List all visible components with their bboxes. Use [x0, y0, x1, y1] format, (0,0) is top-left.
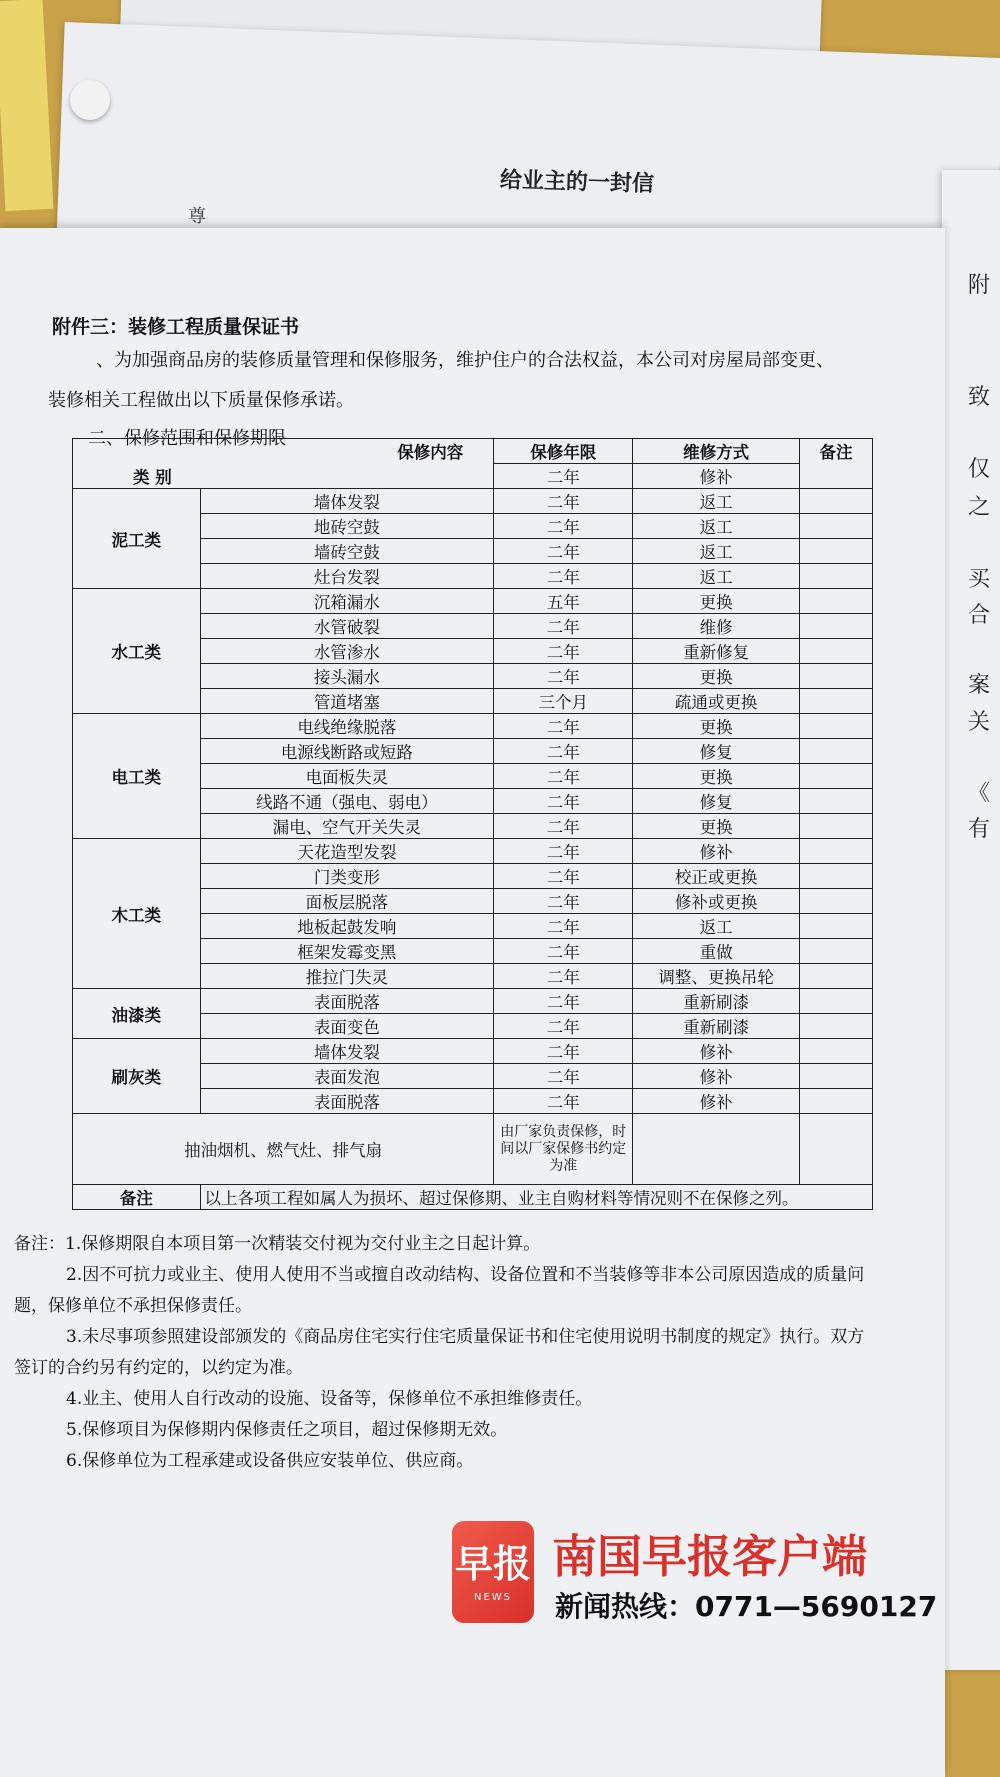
- item-cell: 表面脱落: [200, 1089, 494, 1114]
- years-cell: 二年: [494, 839, 633, 864]
- item-cell: 墙体发裂: [200, 1039, 494, 1064]
- item-cell: 地砖空鼓: [200, 514, 494, 539]
- years-cell: 二年: [494, 1039, 633, 1064]
- item-cell: 接头漏水: [200, 664, 494, 689]
- method-cell: 更换: [633, 589, 800, 614]
- item-cell: 灶台发裂: [200, 564, 494, 589]
- method-cell: 更换: [633, 664, 800, 689]
- header-remark: 备注: [800, 439, 873, 489]
- notes-section: [14, 1229, 934, 1477]
- years-cell: 二年: [494, 764, 633, 789]
- method-cell: 校正或更换: [633, 864, 800, 889]
- category-cell: 木工类: [73, 839, 201, 989]
- category-cell: 水工类: [73, 589, 201, 714]
- right-page-char: 合: [968, 603, 991, 628]
- remark-cell: [800, 489, 873, 514]
- appliance-item-cell: 抽油烟机、燃气灶、排气扇: [73, 1114, 494, 1185]
- right-page-char: 附: [968, 273, 991, 298]
- remark-cell: [800, 864, 873, 889]
- years-cell: 三个月: [494, 689, 633, 714]
- method-cell: 返工: [633, 489, 800, 514]
- remark-cell: [800, 789, 873, 814]
- appliance-years-cell: 由厂家负责保修，时间以厂家保修书约定为准: [494, 1114, 633, 1185]
- item-cell: 地板起鼓发响: [200, 914, 494, 939]
- letter-salutation: 尊: [188, 206, 206, 227]
- category-cell: 刷灰类: [73, 1039, 201, 1114]
- remark-cell: [800, 764, 873, 789]
- table-header-row-2: [73, 464, 873, 489]
- years-cell: 二年: [494, 1014, 633, 1039]
- item-cell: 表面发泡: [200, 1064, 494, 1089]
- intro-line-1: 、为加强商品房的装修质量管理和保修服务，维护住户的合法权益，本公司对房屋局部变更、: [96, 350, 834, 371]
- section-title: 二、保修范围和保修期限: [88, 428, 286, 449]
- years-cell: 二年: [494, 739, 633, 764]
- item-cell: 电面板失灵: [200, 764, 494, 789]
- method-cell: 更换: [633, 714, 800, 739]
- note-line: 5.保修项目为保修期内保修责任之项目，超过保修期无效。: [66, 1420, 508, 1440]
- note-line: 3.未尽事项参照建设部颁发的《商品房住宅实行住宅质量保证书和住宅使用说明书制度的规定》执行。双方: [66, 1327, 865, 1347]
- header-method: 维修方式: [633, 439, 800, 464]
- category-cell: 油漆类: [73, 989, 201, 1039]
- method-cell: 返工: [633, 564, 800, 589]
- right-page-char: 仅: [968, 457, 991, 482]
- category-cell: 电工类: [73, 714, 201, 839]
- method-cell: 返工: [633, 539, 800, 564]
- warranty-table: [72, 438, 873, 1210]
- note-line: 题，保修单位不承担保修责任。: [14, 1296, 252, 1316]
- item-cell: 线路不通（强电、弱电）: [200, 789, 494, 814]
- table-row-appliances: [73, 1114, 873, 1185]
- years-cell: 二年: [494, 639, 633, 664]
- years-cell: 五年: [494, 589, 633, 614]
- remark-cell: [800, 689, 873, 714]
- right-page-char: 致: [968, 385, 991, 410]
- table-header-row: [73, 439, 873, 464]
- logo-sub: NEWS: [473, 1592, 513, 1603]
- method-cell: 重新修复: [633, 639, 800, 664]
- logo-text: 早报: [454, 1542, 531, 1586]
- method-cell: 重新刷漆: [633, 989, 800, 1014]
- document-title: 附件三：装修工程质量保证书: [52, 316, 300, 338]
- method-cell: 返工: [633, 514, 800, 539]
- method-cell: 修复: [633, 789, 800, 814]
- remark-cell: [800, 589, 873, 614]
- remark-cell: [800, 564, 873, 589]
- table-row: [73, 989, 873, 1014]
- method-cell: 返工: [633, 914, 800, 939]
- note-line: 6.保修单位为工程承建或设备供应安装单位、供应商。: [66, 1451, 474, 1471]
- remark-cell: [800, 814, 873, 839]
- header-row2-years: 二年: [494, 464, 633, 489]
- years-cell: 二年: [494, 864, 633, 889]
- header-years: 保修年限: [494, 439, 633, 464]
- item-cell: 管道堵塞: [200, 689, 494, 714]
- item-cell: 电线绝缘脱落: [200, 714, 494, 739]
- method-cell: 修补或更换: [633, 889, 800, 914]
- remark-cell: [800, 514, 873, 539]
- item-cell: 推拉门失灵: [200, 964, 494, 989]
- item-cell: 沉箱漏水: [200, 589, 494, 614]
- newspaper-logo: [452, 1521, 534, 1623]
- years-cell: 二年: [494, 889, 633, 914]
- item-cell: 框架发霉变黑: [200, 939, 494, 964]
- table-row: [73, 714, 873, 739]
- header-category: 类 别: [73, 464, 494, 489]
- method-cell: 调整、更换吊轮: [633, 964, 800, 989]
- right-page-char: 关: [968, 710, 991, 735]
- years-cell: 二年: [494, 789, 633, 814]
- years-cell: 二年: [494, 564, 633, 589]
- brand-name: 南国早报客户端: [552, 1530, 868, 1583]
- item-cell: 门类变形: [200, 864, 494, 889]
- item-cell: 漏电、空气开关失灵: [200, 814, 494, 839]
- remark-cell: [800, 739, 873, 764]
- letter-title: 给业主的一封信: [499, 166, 655, 198]
- table-row: [73, 589, 873, 614]
- remark-cell: [800, 639, 873, 664]
- right-page-char: 买: [968, 567, 991, 592]
- years-cell: 二年: [494, 539, 633, 564]
- method-cell: 修补: [633, 839, 800, 864]
- remark-text: 以上各项工程如属人为损坏、超过保修期、业主自购材料等情况则不在保修之列。: [200, 1185, 873, 1210]
- remark-cell: [800, 1039, 873, 1064]
- years-cell: 二年: [494, 714, 633, 739]
- item-cell: 表面变色: [200, 1014, 494, 1039]
- item-cell: 天花造型发裂: [200, 839, 494, 864]
- method-cell: 疏通或更换: [633, 689, 800, 714]
- note-line: 备注：1.保修期限自本项目第一次精装交付视为交付业主之日起计算。: [14, 1234, 541, 1254]
- years-cell: 二年: [494, 514, 633, 539]
- method-cell: 修补: [633, 1064, 800, 1089]
- remark-cell: [800, 964, 873, 989]
- item-cell: 表面脱落: [200, 989, 494, 1014]
- method-cell: 修补: [633, 1089, 800, 1114]
- table-row: [73, 1039, 873, 1064]
- method-cell: 修补: [633, 1039, 800, 1064]
- years-cell: 二年: [494, 964, 633, 989]
- remark-cell: [800, 614, 873, 639]
- pushpin-icon: [70, 80, 110, 120]
- item-cell: 电源线断路或短路: [200, 739, 494, 764]
- remark-cell: [800, 1089, 873, 1114]
- years-cell: 二年: [494, 614, 633, 639]
- table-row: [73, 839, 873, 864]
- remark-cell: [800, 1114, 873, 1185]
- right-page-char: 有: [968, 817, 991, 842]
- remark-label: 备注: [73, 1185, 201, 1210]
- remark-cell: [800, 939, 873, 964]
- right-page-char: 之: [968, 495, 991, 520]
- remark-cell: [800, 839, 873, 864]
- table-remark-row: [73, 1185, 873, 1210]
- intro-line-2: 装修相关工程做出以下质量保修承诺。: [48, 390, 354, 411]
- note-line: 签订的合约另有约定的，以约定为准。: [14, 1358, 303, 1378]
- years-cell: 二年: [494, 1089, 633, 1114]
- yellow-paper: [0, 0, 53, 211]
- item-cell: 水管渗水: [200, 639, 494, 664]
- years-cell: 二年: [494, 489, 633, 514]
- remark-cell: [800, 914, 873, 939]
- news-hotline: 新闻热线：0771—5690127: [555, 1590, 938, 1623]
- years-cell: 二年: [494, 1064, 633, 1089]
- item-cell: 面板层脱落: [200, 889, 494, 914]
- note-line: 4.业主、使用人自行改动的设施、设备等，保修单位不承担维修责任。: [66, 1389, 593, 1409]
- right-page-char: 《: [968, 781, 991, 806]
- years-cell: 二年: [494, 939, 633, 964]
- right-page-char: 案: [968, 673, 991, 698]
- header-content: 保修内容: [73, 439, 494, 464]
- years-cell: 二年: [494, 814, 633, 839]
- item-cell: 墙体发裂: [200, 489, 494, 514]
- method-cell: 更换: [633, 764, 800, 789]
- remark-cell: [800, 714, 873, 739]
- item-cell: 墙砖空鼓: [200, 539, 494, 564]
- years-cell: 二年: [494, 664, 633, 689]
- years-cell: 二年: [494, 914, 633, 939]
- method-cell: 重新刷漆: [633, 1014, 800, 1039]
- remark-cell: [800, 1014, 873, 1039]
- method-cell: 重做: [633, 939, 800, 964]
- remark-cell: [800, 1064, 873, 1089]
- remark-cell: [800, 664, 873, 689]
- header-row2-method: 修补: [633, 464, 800, 489]
- item-cell: 水管破裂: [200, 614, 494, 639]
- method-cell: [633, 1114, 800, 1185]
- note-line: 2.因不可抗力或业主、使用人使用不当或擅自改动结构、设备位置和不当装修等非本公司原因造成的质量问: [66, 1265, 865, 1285]
- method-cell: 更换: [633, 814, 800, 839]
- years-cell: 二年: [494, 989, 633, 1014]
- method-cell: 修复: [633, 739, 800, 764]
- remark-cell: [800, 989, 873, 1014]
- category-cell: 泥工类: [73, 489, 201, 589]
- remark-cell: [800, 539, 873, 564]
- method-cell: 维修: [633, 614, 800, 639]
- table-row: [73, 489, 873, 514]
- remark-cell: [800, 889, 873, 914]
